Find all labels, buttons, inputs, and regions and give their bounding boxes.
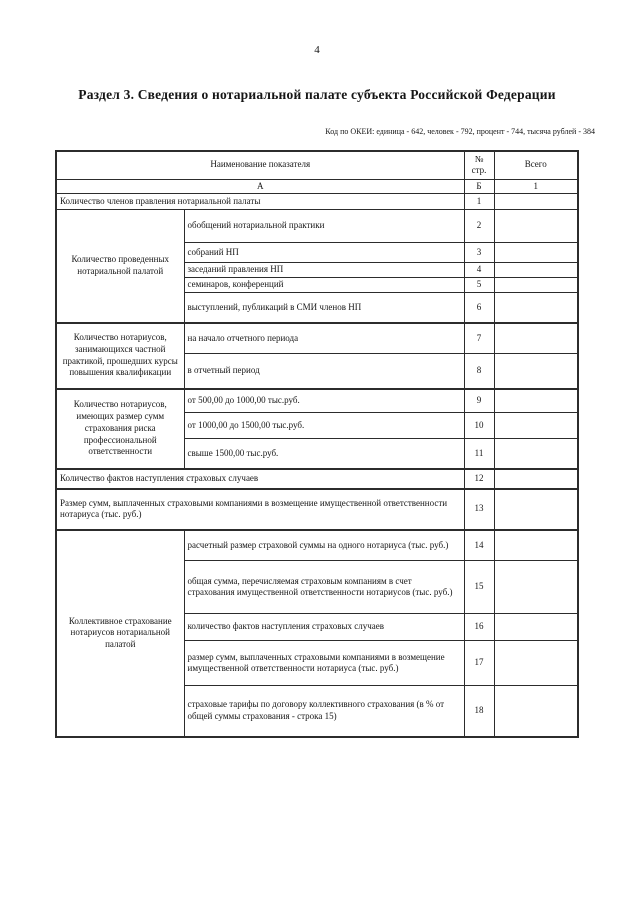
row-number: 16 <box>464 614 494 641</box>
row-total-value <box>494 686 578 737</box>
table-row <box>56 469 578 489</box>
row-label: на начало отчетного периода <box>184 323 464 354</box>
row-label: в отчетный период <box>184 354 464 389</box>
row-label: заседаний правления НП <box>184 263 464 278</box>
row-number: 9 <box>464 389 494 413</box>
section-title: Раздел 3. Сведения о нотариальной палате субъекта Российской Федерации <box>78 87 556 102</box>
row-total-value <box>494 194 578 210</box>
row-total-value <box>494 293 578 323</box>
group-label: Количество нотариусов, занимающихся частной практикой, прошедших курсы повышения квалификации <box>56 323 184 389</box>
page-number: 4 <box>314 44 320 56</box>
row-label: Количество фактов наступления страховых случаев <box>56 469 464 489</box>
row-number: 1 <box>464 194 494 210</box>
table-subheader-row <box>56 179 578 194</box>
table-row <box>56 323 578 354</box>
row-total-value <box>494 389 578 413</box>
report-table <box>55 150 579 738</box>
row-total-value <box>494 263 578 278</box>
table-row <box>56 194 578 210</box>
row-number: 13 <box>464 489 494 530</box>
row-number: 17 <box>464 641 494 686</box>
row-label: от 1000,00 до 1500,00 тыс.руб. <box>184 413 464 439</box>
table-row <box>56 210 578 243</box>
row-number: 6 <box>464 293 494 323</box>
row-label: от 500,00 до 1000,00 тыс.руб. <box>184 389 464 413</box>
row-label: собраний НП <box>184 243 464 263</box>
row-label: страховые тарифы по договору коллективного страхования (в % от общей суммы страхования - строка 15) <box>184 686 464 737</box>
group-label: Количество нотариусов, имеющих размер сумм страхования риска профессиональной ответственности <box>56 389 184 469</box>
group-label: Коллективное страхование нотариусов нотариальной палатой <box>56 530 184 737</box>
subheader-total: 1 <box>494 179 578 194</box>
row-label: Количество членов правления нотариальной палаты <box>56 194 464 210</box>
row-number: 4 <box>464 263 494 278</box>
row-number: 7 <box>464 323 494 354</box>
row-total-value <box>494 323 578 354</box>
row-total-value <box>494 278 578 293</box>
table-row <box>56 489 578 530</box>
row-label: количество фактов наступления страховых случаев <box>184 614 464 641</box>
row-total-value <box>494 210 578 243</box>
row-number: 12 <box>464 469 494 489</box>
group-label: Количество проведенных нотариальной палатой <box>56 210 184 323</box>
row-label: свыше 1500,00 тыс.руб. <box>184 439 464 469</box>
row-total-value <box>494 614 578 641</box>
row-label: семинаров, конференций <box>184 278 464 293</box>
table-row <box>56 389 578 413</box>
row-number: 5 <box>464 278 494 293</box>
row-label: Размер сумм, выплаченных страховыми компаниями в возмещение имущественной ответственности нотариуса (тыс. руб.) <box>56 489 464 530</box>
okei-code-line: Код по ОКЕИ: единица - 642, человек - 792, процент - 744, тысяча рублей - 384 <box>325 127 595 136</box>
row-number: 10 <box>464 413 494 439</box>
table-header-row <box>56 151 578 179</box>
row-total-value <box>494 469 578 489</box>
row-total-value <box>494 561 578 614</box>
row-total-value <box>494 413 578 439</box>
row-label: размер сумм, выплаченных страховыми компаниями в возмещение имущественной ответственности нотариуса (тыс. руб.) <box>184 641 464 686</box>
row-number: 2 <box>464 210 494 243</box>
row-label: общая сумма, перечисляемая страховым компаниям в счет страхования имущественной ответственности нотариусов (тыс. руб.) <box>184 561 464 614</box>
row-number: 8 <box>464 354 494 389</box>
column-header-name: Наименование показателя <box>56 151 464 179</box>
row-number: 18 <box>464 686 494 737</box>
row-total-value <box>494 530 578 561</box>
row-total-value <box>494 489 578 530</box>
row-total-value <box>494 641 578 686</box>
column-header-total: Всего <box>494 151 578 179</box>
row-label: расчетный размер страховой суммы на одного нотариуса (тыс. руб.) <box>184 530 464 561</box>
subheader-line-no: Б <box>464 179 494 194</box>
row-total-value <box>494 243 578 263</box>
row-label: выступлений, публикаций в СМИ членов НП <box>184 293 464 323</box>
row-number: 14 <box>464 530 494 561</box>
row-number: 15 <box>464 561 494 614</box>
subheader-name: А <box>56 179 464 194</box>
table-row <box>56 530 578 561</box>
row-number: 11 <box>464 439 494 469</box>
column-header-line-no: № стр. <box>464 151 494 179</box>
row-total-value <box>494 354 578 389</box>
row-number: 3 <box>464 243 494 263</box>
row-total-value <box>494 439 578 469</box>
row-label: обобщений нотариальной практики <box>184 210 464 243</box>
